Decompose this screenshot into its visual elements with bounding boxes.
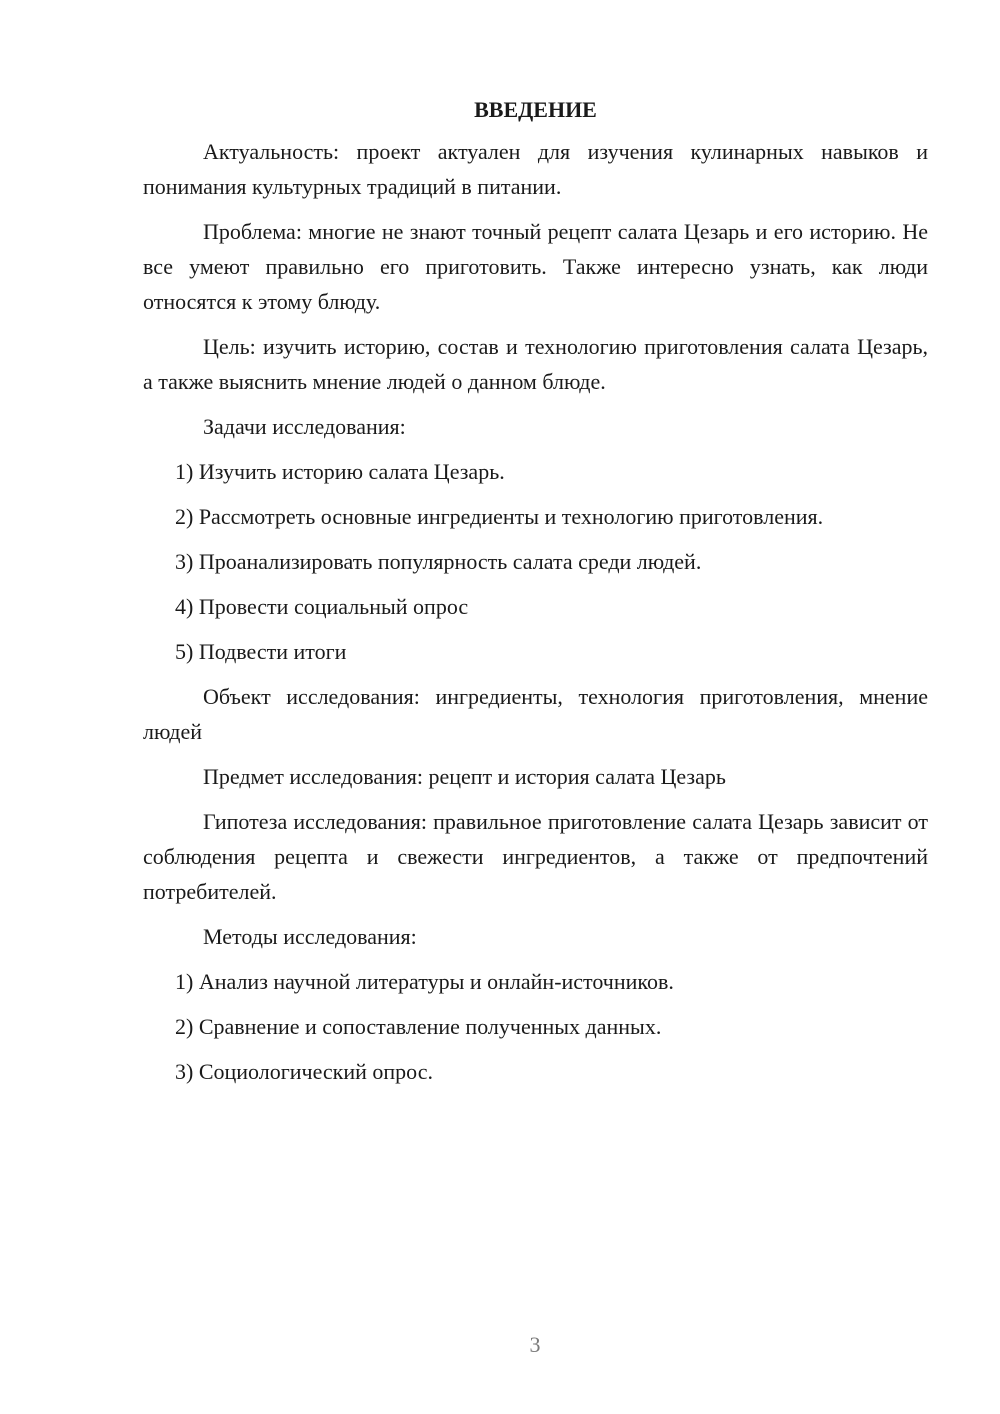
subject-paragraph: Предмет исследования: рецепт и история салата Цезарь xyxy=(203,764,726,789)
list-item: 3) Социологический опрос. xyxy=(175,1059,433,1084)
hypothesis-paragraph: Гипотеза исследования: правильное приготовление салата Цезарь зависит от соблюдения рецепта и свежести ингредиентов, а также от предпочтений потребителей. xyxy=(143,809,928,904)
list-item: 2) Сравнение и сопоставление полученных данных. xyxy=(175,1014,662,1039)
section-heading: ВВЕДЕНИЕ xyxy=(474,97,597,122)
list-item: 3) Проанализировать популярность салата среди людей. xyxy=(175,549,702,574)
object-paragraph: Объект исследования: ингредиенты, технология приготовления, мнение людей xyxy=(143,684,928,744)
page-content xyxy=(143,92,928,1099)
tasks-title: Задачи исследования: xyxy=(203,414,406,439)
list-item: 1) Изучить историю салата Цезарь. xyxy=(175,459,505,484)
list-item: 2) Рассмотреть основные ингредиенты и технологию приготовления. xyxy=(175,504,824,529)
list-item: 1) Анализ научной литературы и онлайн-источников. xyxy=(175,969,674,994)
relevance-paragraph: Актуальность: проект актуален для изучения кулинарных навыков и понимания культурных традиций в питании. xyxy=(143,139,928,199)
list-item: 5) Подвести итоги xyxy=(175,639,347,664)
goal-paragraph: Цель: изучить историю, состав и технологию приготовления салата Цезарь, а также выяснить мнение людей о данном блюде. xyxy=(143,334,928,394)
methods-title: Методы исследования: xyxy=(203,924,417,949)
tasks-list xyxy=(143,454,928,669)
list-item: 4) Провести социальный опрос xyxy=(175,594,469,619)
page-number: 3 xyxy=(529,1332,541,1357)
problem-paragraph: Проблема: многие не знают точный рецепт салата Цезарь и его историю. Не все умеют правильно его приготовить. Также интересно узнать, как люди относятся к этому блюду. xyxy=(143,219,928,314)
methods-list xyxy=(143,964,928,1089)
